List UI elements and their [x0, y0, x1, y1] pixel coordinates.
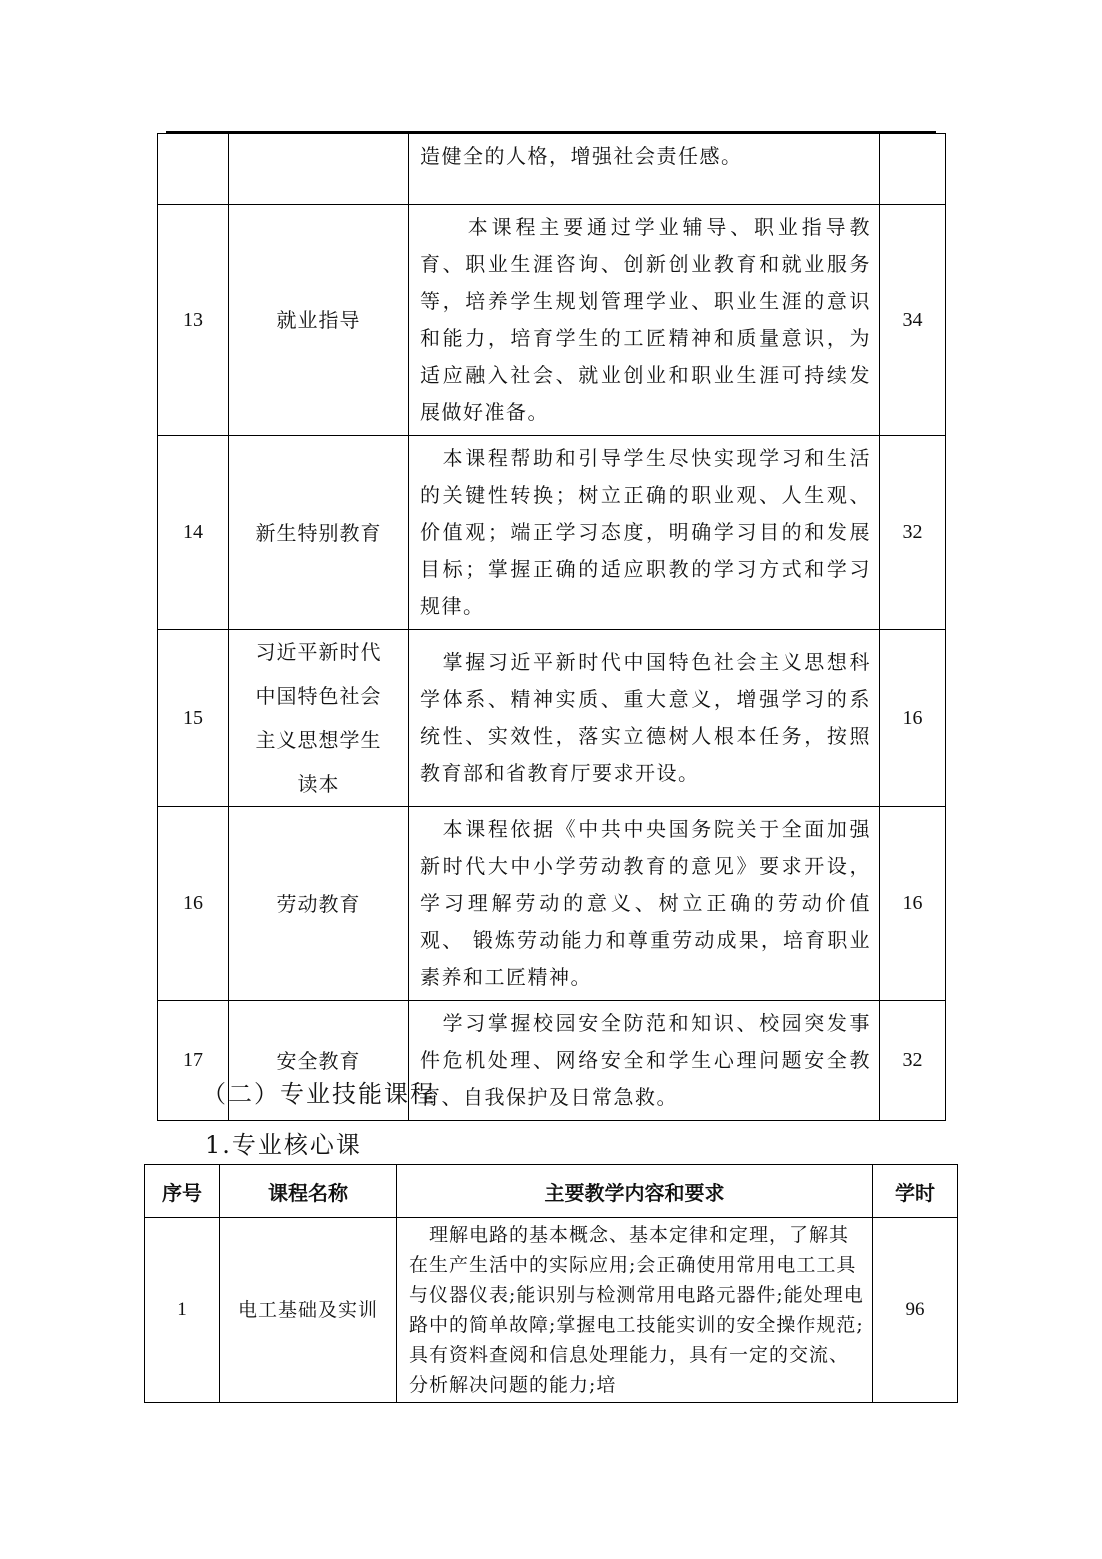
- subsection-heading: 1.专业核心课: [205, 1131, 362, 1159]
- row-number: 15: [158, 630, 229, 807]
- row-number: 16: [158, 807, 229, 1001]
- course-description: 本课程依据《中共中央国务院关于全面加强新时代大中小学劳动教育的意见》要求开设，学习理解劳动的意义、树立正确的劳动价值观、 锻炼劳动能力和尊重劳动成果，培育职业素养和工匠精神。: [409, 807, 880, 1001]
- table-row: [158, 134, 946, 205]
- course-name: 安全教育: [229, 1001, 409, 1121]
- table-row: [158, 436, 946, 630]
- table-row: [158, 630, 946, 807]
- table-row: [145, 1218, 958, 1403]
- course-name: 劳动教育: [229, 807, 409, 1001]
- course-name: [229, 134, 409, 205]
- row-number: 14: [158, 436, 229, 630]
- course-hours: [880, 134, 946, 205]
- table-row: [158, 205, 946, 436]
- header-hours: 学时: [873, 1165, 958, 1218]
- general-course-table: [157, 133, 946, 1121]
- row-number: 13: [158, 205, 229, 436]
- course-hours: 32: [880, 1001, 946, 1121]
- course-description: 本课程主要通过学业辅导、职业指导教育、职业生涯咨询、创新创业教育和就业服务等，培养学生规划管理学业、职业生涯的意识和能力，培育学生的工匠精神和质量意识，为适应融入社会、就业创业和职业生涯可持续发展做好准备。: [409, 205, 880, 436]
- table-header-row: [145, 1165, 958, 1218]
- row-number: [158, 134, 229, 205]
- course-name: 新生特别教育: [229, 436, 409, 630]
- core-course-table: [144, 1164, 958, 1403]
- course-hours: 32: [880, 436, 946, 630]
- course-hours: 34: [880, 205, 946, 436]
- course-description: 学习掌握校园安全防范和知识、校园突发事件危机处理、网络安全和学生心理问题安全教育、自我保护及日常急救。: [409, 1001, 880, 1121]
- course-description: 掌握习近平新时代中国特色社会主义思想科学体系、精神实质、重大意义，增强学习的系统性、实效性，落实立德树人根本任务，按照教育部和省教育厅要求开设。: [409, 630, 880, 807]
- course-description: 造健全的人格，增强社会责任感。: [409, 134, 880, 205]
- header-content: 主要教学内容和要求: [397, 1165, 873, 1218]
- course-description: 本课程帮助和引导学生尽快实现学习和生活的关键性转换；树立正确的职业观、人生观、价值观；端正学习态度，明确学习目的和发展目标；掌握正确的适应职教的学习方式和学习规律。: [409, 436, 880, 630]
- course-name: 电工基础及实训: [220, 1218, 397, 1403]
- row-number: 1: [145, 1218, 220, 1403]
- header-course-name: 课程名称: [220, 1165, 397, 1218]
- course-hours: 96: [873, 1218, 958, 1403]
- course-hours: 16: [880, 630, 946, 807]
- table-row: [158, 807, 946, 1001]
- course-name: 就业指导: [229, 205, 409, 436]
- section-heading: （二）专业技能课程: [202, 1080, 436, 1108]
- course-hours: 16: [880, 807, 946, 1001]
- header-number: 序号: [145, 1165, 220, 1218]
- row-number: 17: [158, 1001, 229, 1121]
- course-name: 习近平新时代中国特色社会主义思想学生读本: [229, 630, 409, 807]
- course-description: 理解电路的基本概念、基本定律和定理，了解其在生产生活中的实际应用;会正确使用常用电工工具与仪器仪表;能识别与检测常用电路元器件;能处理电路中的简单故障;掌握电工技能实训的安全操作规范;具有资料查阅和信息处理能力，具有一定的交流、分析解决问题的能力;培: [397, 1218, 873, 1403]
